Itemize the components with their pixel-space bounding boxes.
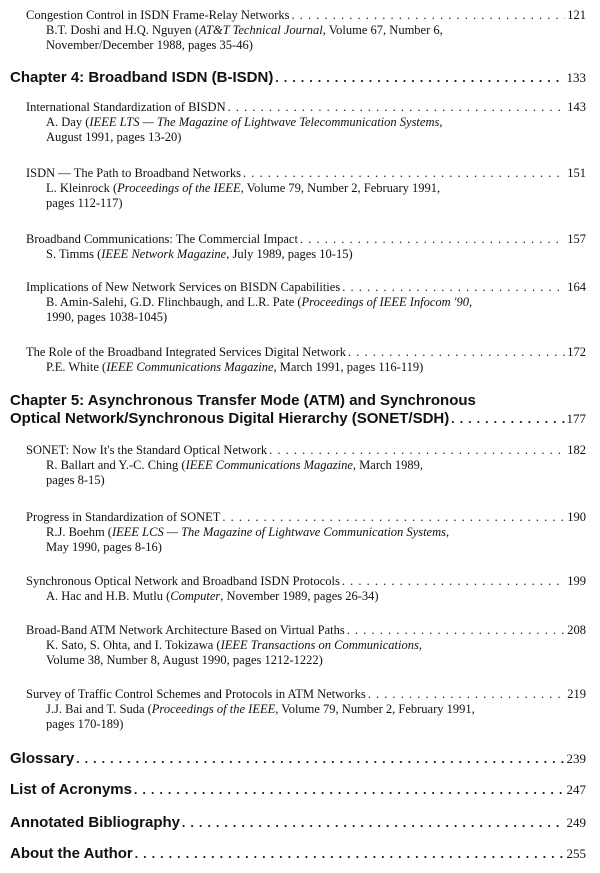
toc-entry — [26, 623, 586, 668]
toc-entry-line — [26, 8, 586, 23]
page-number: 121 — [567, 8, 586, 22]
entry-citation-cont: August 1991, pages 13-20) — [46, 130, 182, 144]
back-matter-heading — [10, 845, 586, 863]
dot-leader — [451, 410, 564, 428]
bibliography-title: Annotated Bibliography — [10, 814, 180, 831]
page-number: 239 — [566, 751, 586, 766]
entry-citation: P.E. White (IEEE Communications Magazine, March 1991, pages 116-119) — [46, 360, 424, 374]
dot-leader — [342, 574, 565, 589]
entry-title: ISDN — The Path to Broadband Networks — [26, 166, 242, 180]
page-number: 182 — [567, 443, 586, 457]
entry-title: The Role of the Broadband Integrated Services Digital Network — [26, 345, 347, 359]
entry-citation: A. Hac and H.B. Mutlu (Computer, November 1989, pages 26-34) — [46, 589, 379, 603]
page-number: 208 — [567, 623, 586, 637]
entry-citation: K. Sato, S. Ohta, and I. Tokizawa (IEEE Transactions on Communications, — [46, 638, 422, 652]
chapter-heading — [10, 69, 586, 87]
dot-leader — [348, 345, 565, 360]
dot-leader — [182, 814, 565, 832]
entry-citation: B.T. Doshi and H.Q. Nguyen (AT&T Technical Journal, Volume 67, Number 6, — [46, 23, 443, 37]
back-matter-heading — [10, 781, 586, 799]
dot-leader — [275, 69, 564, 87]
entry-title: Congestion Control in ISDN Frame-Relay Networks — [26, 8, 290, 22]
chapter-title: Chapter 5: Asynchronous Transfer Mode (ATM) and Synchronous — [10, 392, 476, 409]
dot-leader — [368, 687, 566, 702]
page-number: 164 — [567, 280, 586, 294]
page-number: 133 — [566, 70, 586, 85]
entry-title: SONET: Now It's the Standard Optical Network — [26, 443, 268, 457]
entry-title: International Standardization of BISDN — [26, 100, 226, 114]
entry-citation-cont: 1990, pages 1038-1045) — [46, 310, 168, 324]
back-matter-heading — [10, 814, 586, 832]
toc-entry — [26, 687, 586, 732]
entry-citation-cont: November/December 1988, pages 35-46) — [46, 38, 253, 52]
entry-title: Broadband Communications: The Commercial Impact — [26, 232, 298, 246]
dot-leader — [134, 781, 565, 799]
toc-entry — [26, 574, 586, 604]
about-author-title: About the Author — [10, 845, 133, 862]
toc-entry — [26, 232, 586, 262]
dot-leader — [300, 232, 565, 247]
dot-leader — [243, 166, 565, 181]
entry-title: Progress in Standardization of SONET — [26, 510, 221, 524]
page-number: 247 — [566, 782, 586, 797]
dot-leader — [292, 8, 566, 23]
entry-citation-cont: Volume 38, Number 8, August 1990, pages 1212-1222) — [46, 653, 323, 667]
acronyms-title: List of Acronyms — [10, 781, 132, 798]
page-number: 255 — [566, 846, 586, 861]
toc-entry — [26, 443, 586, 488]
chapter-title-cont: Optical Network/Synchronous Digital Hierarchy (SONET/SDH) — [10, 410, 450, 427]
dot-leader — [342, 280, 565, 295]
toc-entry — [26, 345, 586, 375]
page-number: 190 — [567, 510, 586, 524]
toc-entry — [26, 100, 586, 145]
dot-leader — [269, 443, 565, 458]
glossary-title: Glossary — [10, 750, 75, 767]
chapter-heading — [10, 392, 586, 428]
back-matter-heading — [10, 750, 586, 768]
entry-citation-cont: May 1990, pages 8-16) — [46, 540, 162, 554]
toc-entry — [26, 280, 586, 325]
entry-citation: A. Day (IEEE LTS — The Magazine of Lightwave Telecommunication Systems, — [46, 115, 443, 129]
page-number: 143 — [567, 100, 586, 114]
chapter-title: Chapter 4: Broadband ISDN (B-ISDN) — [10, 69, 274, 86]
page-number: 219 — [567, 687, 586, 701]
dot-leader — [347, 623, 566, 638]
entry-citation: B. Amin-Salehi, G.D. Flinchbaugh, and L.R. Pate (Proceedings of IEEE Infocom '90, — [46, 295, 473, 309]
entry-title: Synchronous Optical Network and Broadband ISDN Protocols — [26, 574, 340, 588]
toc-entry — [26, 8, 586, 53]
page-number: 177 — [566, 411, 586, 426]
entry-citation: S. Timms (IEEE Network Magazine, July 1989, pages 10-15) — [46, 247, 353, 261]
dot-leader — [228, 100, 566, 115]
entry-citation: R.J. Boehm (IEEE LCS — The Magazine of Lightwave Communication Systems, — [46, 525, 450, 539]
page-number: 249 — [566, 815, 586, 830]
entry-citation: J.J. Bai and T. Suda (Proceedings of the IEEE, Volume 79, Number 2, February 1991, — [46, 702, 475, 716]
page-number: 199 — [567, 574, 586, 588]
entry-title: Survey of Traffic Control Schemes and Protocols in ATM Networks — [26, 687, 366, 701]
dot-leader — [135, 845, 565, 863]
entry-citation-cont: pages 170-189) — [46, 717, 124, 731]
entry-citation-cont: pages 112-117) — [46, 196, 123, 210]
entry-citation: L. Kleinrock (Proceedings of the IEEE, Volume 79, Number 2, February 1991, — [46, 181, 441, 195]
entry-citation: R. Ballart and Y.-C. Ching (IEEE Communications Magazine, March 1989, — [46, 458, 424, 472]
page-number: 157 — [567, 232, 586, 246]
toc-entry — [26, 510, 586, 555]
entry-citation-cont: pages 8-15) — [46, 473, 105, 487]
page-number: 172 — [567, 345, 586, 359]
page-number: 151 — [567, 166, 586, 180]
dot-leader — [76, 750, 564, 768]
dot-leader — [222, 510, 565, 525]
entry-title: Broad-Band ATM Network Architecture Based on Virtual Paths — [26, 623, 345, 637]
entry-title: Implications of New Network Services on BISDN Capabilities — [26, 280, 341, 294]
toc-entry — [26, 166, 586, 211]
